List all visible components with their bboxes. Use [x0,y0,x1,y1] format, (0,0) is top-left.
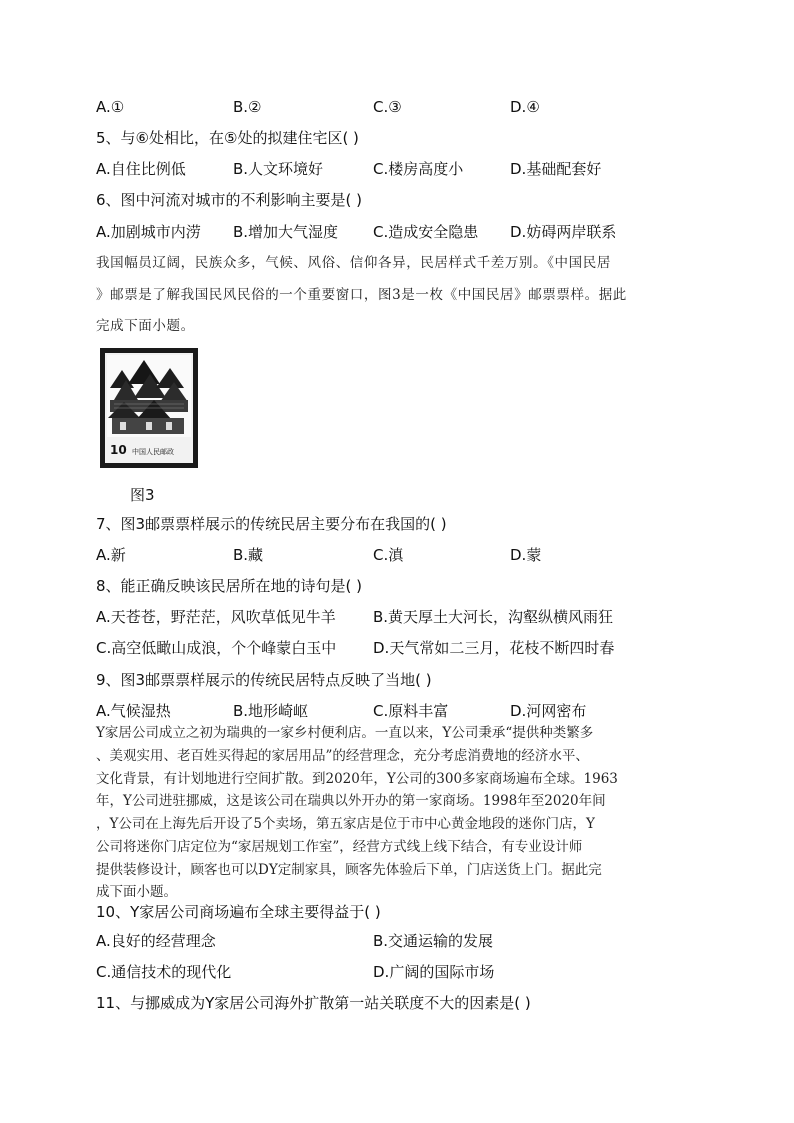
q5-option-d: D.基础配套好 [510,160,602,178]
stamp-value: 10 [110,443,127,457]
passage2-line-5: ，Y公司在上海先后开设了5个卖场，第五家店是位于市中心黄金地段的迷你门店，Y [96,816,595,832]
q4-option-b: B.② [233,98,262,116]
q6-option-c: C.造成安全隐患 [373,223,479,241]
q6-stem: 6、图中河流对城市的不利影响主要是( ) [96,191,363,209]
q8-option-d: D.天气常如二三月，花枝不断四时春 [373,639,615,657]
q7-option-c: C.滇 [373,546,404,564]
q5-option-b: B.人文环境好 [233,160,324,178]
passage2-line-3: 文化背景，有计划地进行空间扩散。到2020年，Y公司的300多家商场遍布全球。1963 [96,771,618,787]
stamp-figure [100,348,198,468]
q8-stem: 8、能正确反映该民居所在地的诗句是( ) [96,577,363,595]
q5-option-c: C.楼房高度小 [373,160,464,178]
q10-stem: 10、Y家居公司商场遍布全球主要得益于( ) [96,903,381,921]
q9-option-b: B.地形崎岖 [233,702,309,720]
q10-option-a: A.良好的经营理念 [96,932,216,950]
q5-option-a: A.自住比例低 [96,160,186,178]
q7-stem: 7、图3邮票票样展示的传统民居主要分布在我国的( ) [96,515,447,533]
q4-option-a: A.① [96,98,125,116]
passage2-line-8: 成下面小题。 [96,884,177,900]
q5-stem: 5、与⑥处相比，在⑤处的拟建住宅区( ) [96,129,359,147]
q9-option-c: C.原料丰富 [373,702,449,720]
q4-option-d: D.④ [510,98,540,116]
figure-caption: 图3 [130,486,155,504]
q9-option-a: A.气候湿热 [96,702,171,720]
q6-option-b: B.增加大气湿度 [233,223,339,241]
q6-option-a: A.加剧城市内涝 [96,223,201,241]
passage2-line-1: Y家居公司成立之初为瑞典的一家乡村便利店。一直以来，Y公司秉承“提供种类繁多 [96,725,594,741]
passage2-line-2: 、美观实用、老百姓买得起的家居用品”的经营理念，充分考虑消费地的经济水平、 [96,748,589,764]
q4-option-c: C.③ [373,98,402,116]
q7-option-a: A.新 [96,546,126,564]
q8-option-c: C.高空低瞰山成浪，个个峰蒙白玉中 [96,639,337,657]
q11-stem: 11、与挪威成为Y家居公司海外扩散第一站关联度不大的因素是( ) [96,994,531,1012]
passage1-line-3: 完成下面小题。 [96,318,195,334]
q8-option-b: B.黄天厚土大河长，沟壑纵横风雨狂 [373,608,614,626]
stamp-image [100,348,198,468]
stamp-issuer: 中国人民邮政 [132,448,174,456]
passage2-line-4: 年，Y公司进驻挪威，这是该公司在瑞典以外开办的第一家商场。1998年至2020年间 [96,793,606,809]
q10-option-d: D.广阔的国际市场 [373,963,495,981]
passage1-line-2: 》邮票是了解我国民风民俗的一个重要窗口，图3是一枚《中国民居》邮票票样。据此 [96,287,627,303]
q8-option-a: A.天苍苍，野茫茫，风吹草低见牛羊 [96,608,336,626]
q9-option-d: D.河网密布 [510,702,587,720]
q10-option-b: B.交通运输的发展 [373,932,494,950]
q7-option-b: B.藏 [233,546,264,564]
q6-option-d: D.妨碍两岸联系 [510,223,617,241]
passage2-line-6: 公司将迷你门店定位为“家居规划工作室”，经营方式线上线下结合，有专业设计师 [96,839,583,855]
q9-stem: 9、图3邮票票样展示的传统民居特点反映了当地( ) [96,671,432,689]
passage1-line-1: 我国幅员辽阔，民族众多，气候、风俗、信仰各异，民居样式千差万别。《中国民居 [96,255,611,271]
q10-option-c: C.通信技术的现代化 [96,963,232,981]
passage2-line-7: 提供装修设计，顾客也可以DY定制家具，顾客先体验后下单，门店送货上门。据此完 [96,862,602,878]
q7-option-d: D.蒙 [510,546,542,564]
